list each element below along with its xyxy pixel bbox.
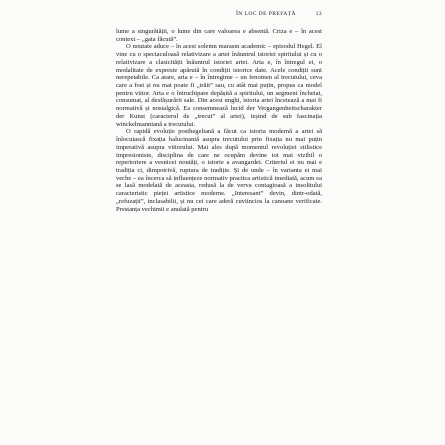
page-header bbox=[116, 11, 322, 23]
page-number: 13 bbox=[315, 11, 322, 17]
running-title: ÎN LOC DE PREFAȚĂ bbox=[236, 11, 296, 17]
body-text bbox=[116, 28, 322, 440]
paragraph: O noutate aduce – în acest solemn marasm academic – episodul Hegel. El vine cu o spectaculoasă relativizare a artei înăuntrul istoriei spiritului și cu o relativizare a clasicității înăuntrul istoriei artei. Arta e, în întregul ei, o modalitate de expresie apărută în condiții istorice date. Acele condiții sunt nerepetabile. Ca atare, arta e – în întregime – un fenomen al trecutului, ceva care a fost și nu mai poate fi „trăit” sau, cu atât mai puțin, propus ca model pentru viitor. Arta e o întruchipare depășită a spiritului, un segment încheiat, consumat, al desfășurării sale. Din acest unghi, istoria artei încetează a mai fi normativă și nostalgică. Ea consemnează lucid der Vergangenheitscharakter der Kunst (caracterul de „trecut” al artei), ieșind de sub fascinația winckelmanniană a trecutului. bbox=[116, 43, 322, 128]
paragraph: O rapidă evoluție posthegeliană a făcut ca istoria modernă a artei să înlocuiască fixația halucinantă asupra trecutului prin fixația nu mai puțin imperativă asupra viitorului. Mai ales după momentul revoluției stilistice impresioniste, disciplina de care ne ocupăm devine tot mai vizibil o repertoriere a vesnicei noutăți, o istorie a avangardei. Criteriul ei nu mai e tradiția ci, dimpotrivă, ruptura de tradiție. Și de unde – în varianta ei mai veche – ea încerca să influențeze normativ practica artistică imediată, acum ea se lasă modelată de aceasta, redusă la de verva contagioasă a insolitului caracteristic pieței artistice moderne. „Interesant” devin, dintr-odată, „refuzații”, inclasabilii, și nu cei care aderă cuviincios la canoane verificate. Prestanța vechimii e anulată pentru bbox=[116, 128, 322, 213]
paragraph: lume a singurătății, o lume din care valoarea e absentă. Criza e – în acest context – „gata făcută”. bbox=[116, 28, 322, 43]
